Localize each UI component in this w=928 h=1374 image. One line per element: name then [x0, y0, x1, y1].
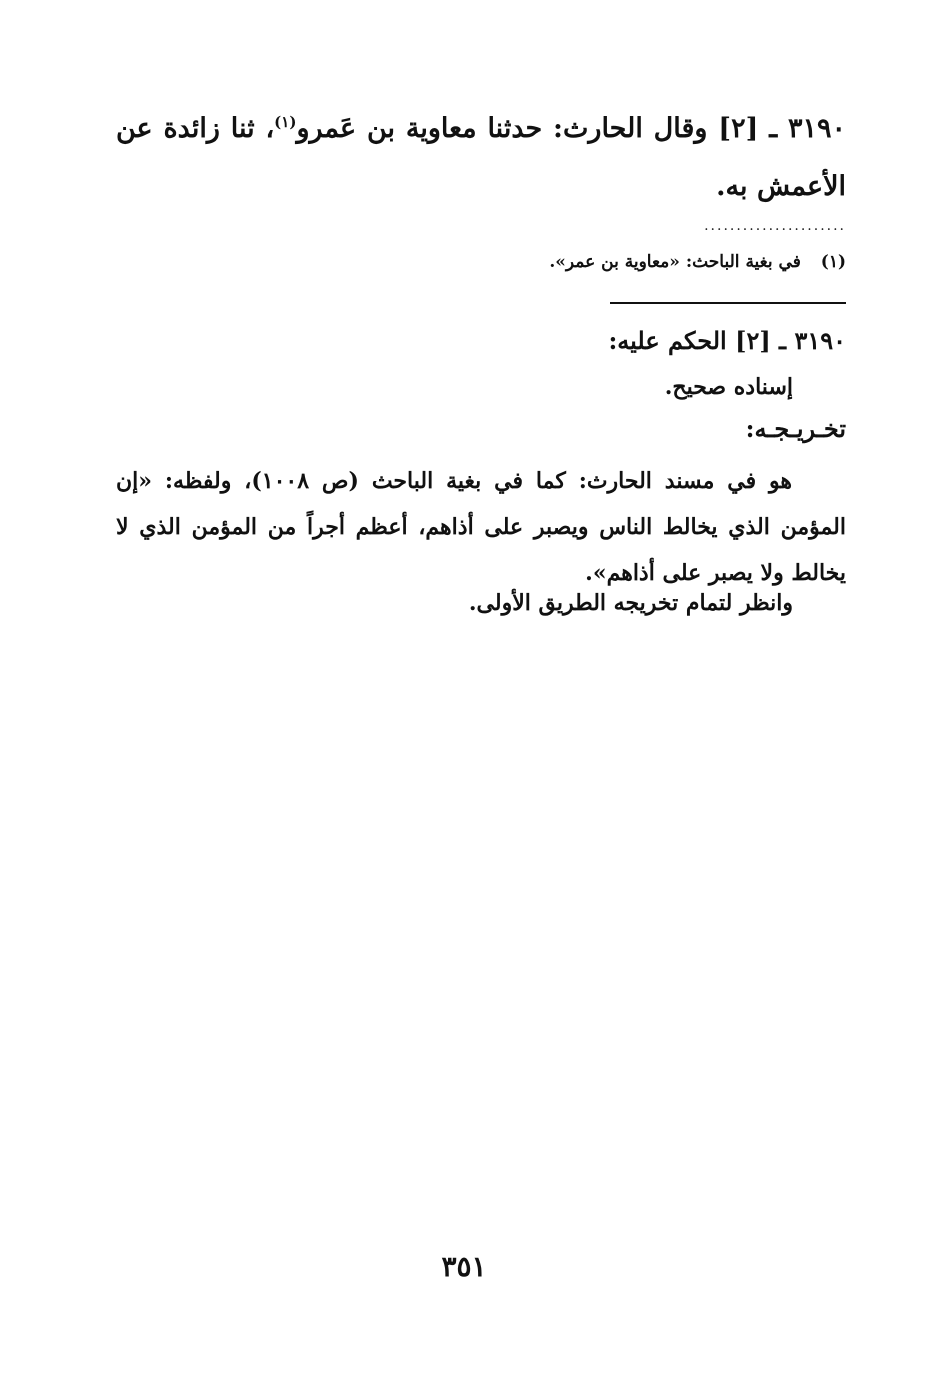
footnote-separator: ......................: [704, 218, 846, 234]
footnote-text: في بغية الباحث: «معاوية بن عمر».: [549, 252, 801, 272]
hadith-text-part2: ، ثنا زائدة عن الأعمش به.: [116, 113, 846, 202]
hadith-text: [116, 100, 846, 216]
hadith-number: ٣١٩٠: [787, 113, 846, 144]
takhrij-heading: تخـريـجـه:: [745, 414, 846, 443]
page-number: ٣٥١: [441, 1250, 487, 1283]
takhrij-text: هو في مسند الحارث: كما في بغية الباحث (ص ١٠٠٨)، ولفظه: «إن المؤمن الذي يخالط الناس ويصبر على أذاهم، أعظم أجراً من المؤمن الذي لا يخالط ولا يصبر على أذاهم».: [116, 468, 846, 586]
footnote-mark: (١): [820, 252, 846, 272]
section-divider: [610, 302, 846, 304]
hadith-text-part1: ـ [٢] وقال الحارث: حدثنا معاوية بن عَمرو: [296, 113, 778, 144]
footnote: [116, 252, 846, 272]
ruling-heading: ٣١٩٠ ـ [٢] الحكم عليه:: [608, 326, 846, 355]
ruling-text: إسناده صحيح.: [664, 374, 793, 400]
footnote-reference[interactable]: (١): [274, 113, 297, 131]
see-also-text: وانظر لتمام تخريجه الطريق الأولى.: [468, 590, 793, 616]
